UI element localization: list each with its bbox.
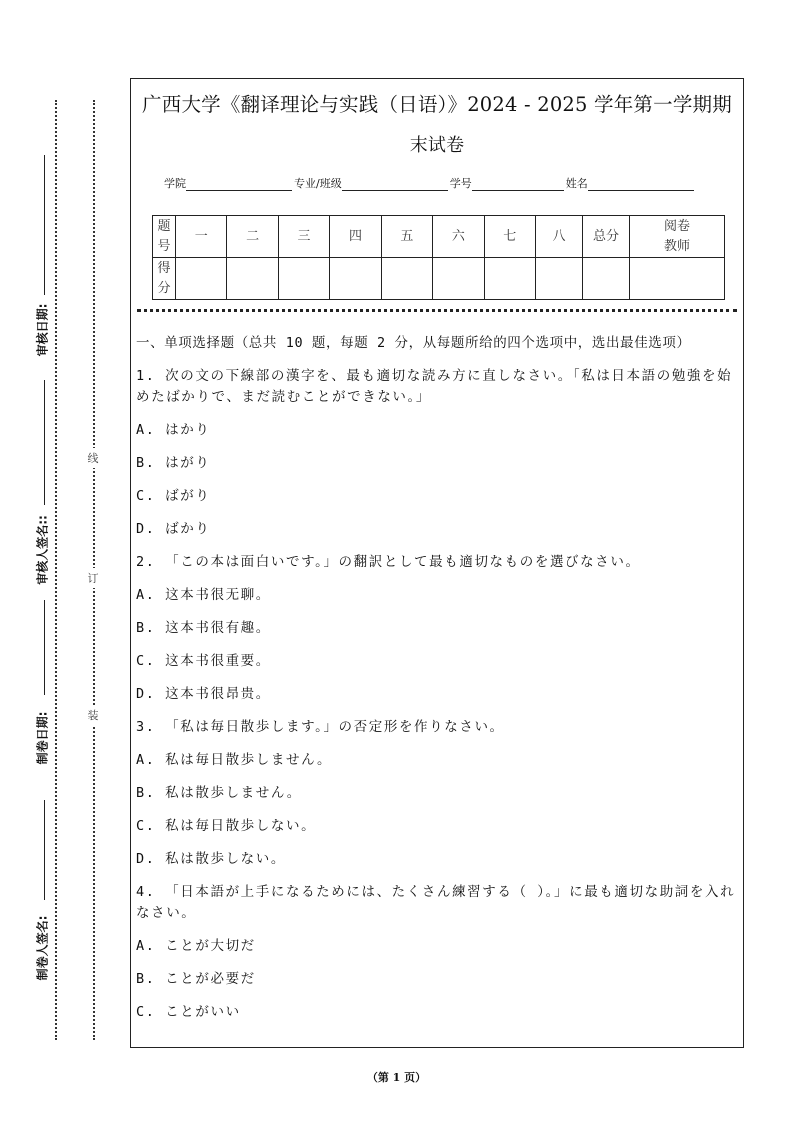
score-table — [152, 215, 725, 300]
answer-option[interactable]: A. 私は毎日散歩しません。 — [136, 752, 333, 768]
field-label-name: 姓名 — [565, 177, 588, 190]
answer-option[interactable]: B. はがり — [136, 455, 211, 471]
score-cell[interactable] — [536, 258, 583, 300]
answer-option[interactable]: D. ばかり — [136, 521, 211, 537]
score-cell[interactable] — [433, 258, 484, 300]
col-header: 总分 — [583, 216, 630, 258]
question-stem: 1. 次の文の下線部の漢字を、最も適切な読み方に直しなさい。「私は日本語の勉強を始めたばかりで、まだ読むことができない。」 — [136, 368, 733, 405]
maker-signature-label: 制卷人签名: — [35, 915, 50, 981]
answer-option[interactable]: B. ことが必要だ — [136, 971, 256, 987]
college-input[interactable] — [186, 178, 292, 191]
questions-area — [136, 333, 738, 1035]
student-id-input[interactable] — [472, 178, 564, 191]
score-cell[interactable] — [278, 258, 329, 300]
answer-option[interactable]: A. 这本书很无聊。 — [136, 587, 271, 603]
signature-line — [44, 380, 45, 505]
answer-option[interactable]: D. 这本书很昂贵。 — [136, 686, 271, 702]
answer-option[interactable]: D. 私は散歩しない。 — [136, 851, 286, 867]
separator-dots — [137, 309, 737, 312]
score-cell[interactable] — [484, 258, 535, 300]
row-label: 题 号 — [153, 216, 176, 258]
question-stem: 2. 「この本は面白いです。」の翻訳として最も適切なものを選びなさい。 — [136, 554, 641, 570]
review-date-label: 审核日期: — [35, 303, 50, 357]
score-cell[interactable] — [330, 258, 381, 300]
col-header: 七 — [484, 216, 535, 258]
field-label-college: 学院 — [164, 177, 186, 190]
col-header: 六 — [433, 216, 484, 258]
exam-title-cont: 末试卷 — [409, 135, 465, 156]
section-heading: 一、单项选择题（总共 10 题，每题 2 分，从每题所给的四个选项中，选出最佳选项） — [136, 335, 691, 351]
binding-mark-ding: 订 — [88, 568, 99, 588]
exam-frame — [130, 78, 744, 1048]
signature-line — [44, 800, 45, 900]
score-cell[interactable] — [630, 258, 725, 300]
question-stem: 4. 「日本語が上手になるためには、たくさん練習する（ ）。」に最も適切な助詞を入れなさい。 — [136, 884, 736, 921]
field-label-major-class: 专业/班级 — [294, 177, 342, 190]
answer-option[interactable]: C. ことがいい — [136, 1004, 241, 1020]
col-header: 二 — [227, 216, 278, 258]
col-header: 四 — [330, 216, 381, 258]
question-stem: 3. 「私は毎日散歩します。」の否定形を作りなさい。 — [136, 719, 505, 735]
binding-mark-xian: 线 — [88, 448, 99, 468]
reviewer-signature-label: 审核人签名:: — [35, 515, 50, 585]
score-cell[interactable] — [227, 258, 278, 300]
major-class-input[interactable] — [342, 178, 448, 191]
signature-line — [44, 600, 45, 695]
answer-option[interactable]: A. ことが大切だ — [136, 938, 256, 954]
maker-date-label: 制卷日期: — [35, 711, 50, 765]
col-header: 一 — [176, 216, 227, 258]
score-cell[interactable] — [381, 258, 432, 300]
signature-line — [44, 155, 45, 295]
field-label-student-id: 学号 — [449, 177, 472, 190]
score-cell[interactable] — [176, 258, 227, 300]
score-row — [153, 258, 725, 300]
score-cell[interactable] — [583, 258, 630, 300]
name-input[interactable] — [588, 178, 694, 191]
question-number-row — [153, 216, 725, 258]
answer-option[interactable]: B. 这本书很有趣。 — [136, 620, 271, 636]
answer-option[interactable]: B. 私は散歩しません。 — [136, 785, 302, 801]
answer-option[interactable]: C. ばがり — [136, 488, 211, 504]
binding-line-outer — [55, 100, 57, 1040]
answer-option[interactable]: C. 私は毎日散歩しない。 — [136, 818, 317, 834]
student-info-row — [164, 175, 696, 191]
answer-option[interactable]: C. 这本书很重要。 — [136, 653, 271, 669]
col-header: 五 — [381, 216, 432, 258]
col-header: 三 — [278, 216, 329, 258]
answer-option[interactable]: A. はかり — [136, 422, 211, 438]
col-header: 阅卷 教师 — [630, 216, 725, 258]
exam-title: 广西大学《翻译理论与实践（日语）》2024 - 2025 学年第一学期期 — [142, 93, 732, 116]
col-header: 八 — [536, 216, 583, 258]
row-label: 得 分 — [153, 258, 176, 300]
binding-mark-zhuang: 装 — [88, 705, 99, 725]
page-number: （第 1 页） — [366, 1071, 427, 1084]
